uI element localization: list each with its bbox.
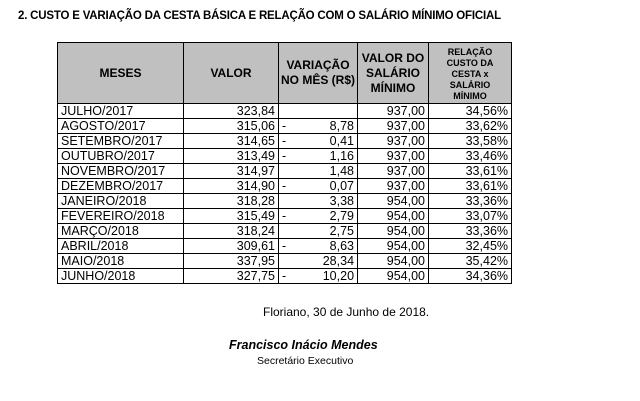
cell-valor: 337,95	[184, 254, 279, 269]
table-row	[58, 239, 512, 254]
signer-role: Secretário Executivo	[257, 355, 354, 367]
cell-mes: OUTUBRO/2017	[58, 149, 184, 164]
variation-sign: -	[282, 179, 287, 193]
cell-salario: 937,00	[358, 149, 429, 164]
cell-variacao	[279, 179, 358, 194]
cell-valor: 309,61	[184, 239, 279, 254]
cell-mes: AGOSTO/2017	[58, 119, 184, 134]
header-valor: VALOR	[184, 43, 279, 104]
variation-value: 10,20	[322, 269, 355, 283]
cell-relacao: 33,62%	[429, 119, 512, 134]
cell-variacao	[279, 194, 358, 209]
cesta-basica-table	[57, 42, 512, 284]
cell-valor: 318,28	[184, 194, 279, 209]
cell-valor: 315,49	[184, 209, 279, 224]
cell-variacao	[279, 254, 358, 269]
cell-variacao	[279, 134, 358, 149]
variation-value: 8,63	[329, 239, 355, 253]
table-header-row	[58, 43, 512, 104]
cell-salario: 954,00	[358, 194, 429, 209]
cell-mes: SETEMBRO/2017	[58, 134, 184, 149]
variation-sign: -	[282, 209, 287, 223]
variation-sign: -	[282, 119, 287, 133]
cell-variacao	[279, 164, 358, 179]
cell-valor: 314,65	[184, 134, 279, 149]
cell-relacao: 33,46%	[429, 149, 512, 164]
cell-mes: JULHO/2017	[58, 104, 184, 119]
variation-value: 0,07	[329, 179, 355, 193]
header-relacao: RELAÇÃO CUSTO DA CESTA x SALÁRIO MÍNIMO	[429, 43, 512, 104]
signer-name: Francisco Inácio Mendes	[229, 338, 378, 352]
cell-salario: 937,00	[358, 179, 429, 194]
table-row	[58, 254, 512, 269]
cell-mes: ABRIL/2018	[58, 239, 184, 254]
table-row	[58, 149, 512, 164]
variation-value: 1,16	[329, 149, 355, 163]
cell-mes: MARÇO/2018	[58, 224, 184, 239]
variation-value: 2,75	[329, 224, 355, 238]
cell-variacao	[279, 269, 358, 284]
cell-mes: JANEIRO/2018	[58, 194, 184, 209]
cell-salario: 954,00	[358, 209, 429, 224]
variation-sign: -	[282, 134, 287, 148]
cell-relacao: 33,61%	[429, 164, 512, 179]
table-row	[58, 179, 512, 194]
cell-relacao: 33,36%	[429, 194, 512, 209]
cell-variacao	[279, 224, 358, 239]
cell-salario: 937,00	[358, 119, 429, 134]
cell-salario: 954,00	[358, 269, 429, 284]
variation-value: 8,78	[329, 119, 355, 133]
section-title: 2. CUSTO E VARIAÇÃO DA CESTA BÁSICA E RELAÇÃO COM O SALÁRIO MÍNIMO OFICIAL	[18, 10, 501, 22]
cell-relacao: 33,07%	[429, 209, 512, 224]
cell-valor: 327,75	[184, 269, 279, 284]
header-meses: MESES	[58, 43, 184, 104]
cell-variacao	[279, 239, 358, 254]
cell-relacao: 35,42%	[429, 254, 512, 269]
cell-relacao: 33,61%	[429, 179, 512, 194]
place-date: Floriano, 30 de Junho de 2018.	[263, 305, 430, 319]
variation-value: 28,34	[322, 254, 355, 268]
table-row	[58, 134, 512, 149]
cell-salario: 954,00	[358, 224, 429, 239]
cell-relacao: 33,36%	[429, 224, 512, 239]
cell-relacao: 34,36%	[429, 269, 512, 284]
variation-sign: -	[282, 269, 287, 283]
cell-salario: 954,00	[358, 239, 429, 254]
table-row	[58, 224, 512, 239]
variation-sign: -	[282, 149, 287, 163]
cell-variacao	[279, 209, 358, 224]
table-row	[58, 269, 512, 284]
header-variacao: VARIAÇÃO NO MÊS (R$)	[279, 43, 358, 104]
cell-mes: FEVEREIRO/2018	[58, 209, 184, 224]
cell-valor: 318,24	[184, 224, 279, 239]
table-row	[58, 164, 512, 179]
variation-value: 0,41	[329, 134, 355, 148]
variation-value: 3,38	[329, 194, 355, 208]
cell-valor: 323,84	[184, 104, 279, 119]
cell-variacao	[279, 119, 358, 134]
cell-salario: 937,00	[358, 104, 429, 119]
cell-relacao: 32,45%	[429, 239, 512, 254]
cell-valor: 314,90	[184, 179, 279, 194]
table-row	[58, 194, 512, 209]
cell-salario: 937,00	[358, 134, 429, 149]
variation-value: 1,48	[329, 164, 355, 178]
variation-sign: -	[282, 239, 287, 253]
cell-mes: JUNHO/2018	[58, 269, 184, 284]
cell-mes: MAIO/2018	[58, 254, 184, 269]
cell-mes: NOVEMBRO/2017	[58, 164, 184, 179]
cell-relacao: 33,58%	[429, 134, 512, 149]
table-row	[58, 209, 512, 224]
cell-valor: 313,49	[184, 149, 279, 164]
cell-mes: DEZEMBRO/2017	[58, 179, 184, 194]
cell-salario: 937,00	[358, 164, 429, 179]
cell-valor: 314,97	[184, 164, 279, 179]
cell-relacao: 34,56%	[429, 104, 512, 119]
table-row	[58, 104, 512, 119]
header-salario-minimo: VALOR DO SALÁRIO MÍNIMO	[358, 43, 429, 104]
variation-value: 2,79	[329, 209, 355, 223]
cell-variacao	[279, 104, 358, 119]
cell-salario: 954,00	[358, 254, 429, 269]
table-row	[58, 119, 512, 134]
cell-valor: 315,06	[184, 119, 279, 134]
cell-variacao	[279, 149, 358, 164]
